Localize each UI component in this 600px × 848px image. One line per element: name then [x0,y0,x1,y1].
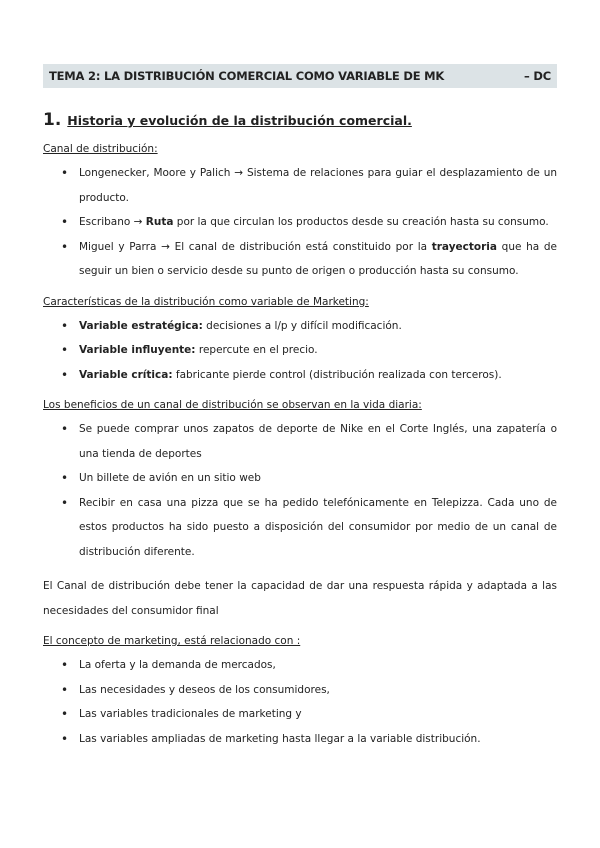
list-item: • Un billete de avión en un sitio web [79,466,557,491]
list-item: • Las variables ampliadas de marketing hasta llegar a la variable distribución. [79,727,557,752]
summary-paragraph: El Canal de distribución debe tener la capacidad de dar una respuesta rápida y adaptada a las necesidades del consumidor final [43,580,557,617]
concepto-subtitle: El concepto de marketing, está relacionado con : [43,635,301,647]
canal-subtitle: Canal de distribución: [43,143,158,155]
list-item: • Variable estratégica: decisiones a l/p y difícil modificación. [79,314,557,339]
list-item: • Escribano → Ruta por la que circulan los productos desde su creación hasta su consumo. [79,210,557,235]
header-tag: – DC [524,69,551,83]
list-item: • Miguel y Parra → El canal de distribución está constituido por la trayectoria que ha de seguir un bien o servicio desde su punto de origen o producción hasta su consumo. [79,235,557,284]
section-number: 1. [43,110,62,130]
list-item: • Las variables tradicionales de marketing y [79,702,557,727]
list-item: • Longenecker, Moore y Palich → Sistema de relaciones para guiar el desplazamiento de un producto. [79,161,557,210]
list-item: • Recibir en casa una pizza que se ha pedido telefónicamente en Telepizza. Cada uno de estos productos ha sido puesto a disposición del consumidor por medio de un canal de distribución diferente. [79,491,557,565]
caracteristicas-subtitle: Características de la distribución como variable de Marketing: [43,295,369,308]
document-header [43,64,557,88]
list-item: • Las necesidades y deseos de los consumidores, [79,678,557,703]
list-item: • Variable crítica: fabricante pierde control (distribución realizada con terceros). [79,363,557,388]
canal-list [43,161,557,284]
list-item: • Variable influyente: repercute en el precio. [79,338,557,363]
beneficios-subtitle: Los beneficios de un canal de distribución se observan en la vida diaria: [43,399,422,411]
header-title: TEMA 2: LA DISTRIBUCIÓN COMERCIAL COMO VARIABLE DE MK [49,69,445,83]
list-item: • La oferta y la demanda de mercados, [79,653,557,678]
document-body [43,110,557,751]
concepto-list [43,653,557,751]
caracteristicas-list [43,314,557,388]
section-title [43,110,557,130]
section-title-text: Historia y evolución de la distribución comercial. [67,113,412,128]
beneficios-list [43,417,557,564]
list-item: • Se puede comprar unos zapatos de deporte de Nike en el Corte Inglés, una zapatería o una tienda de deportes [79,417,557,466]
